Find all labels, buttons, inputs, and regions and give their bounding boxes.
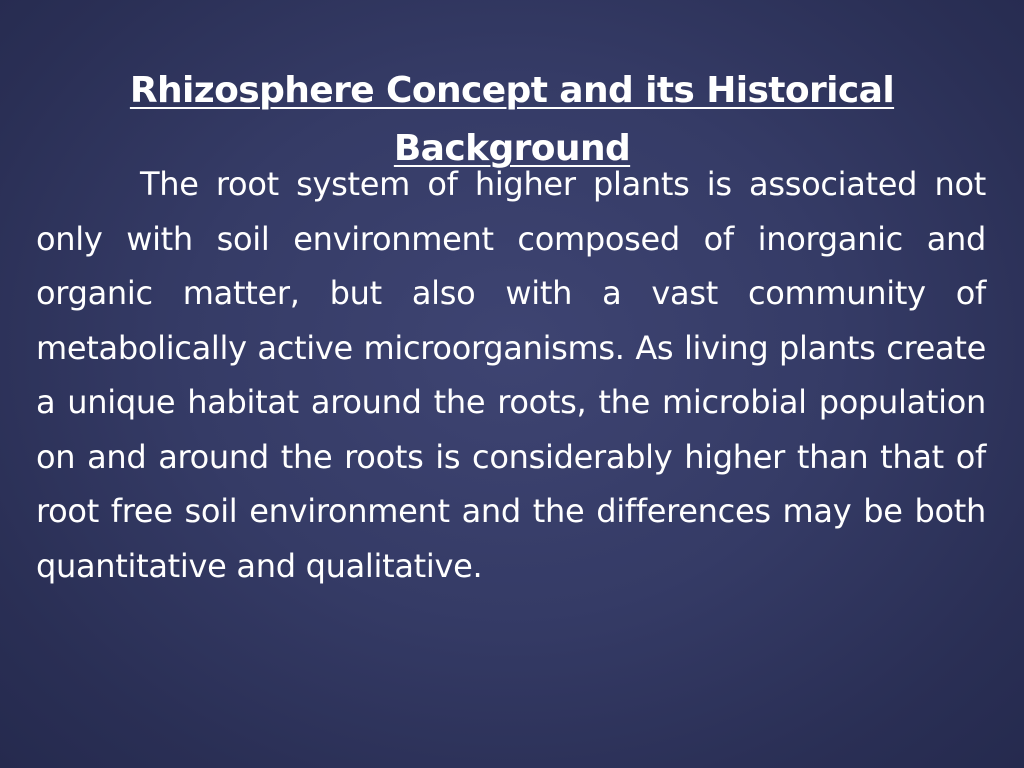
slide-body-paragraph: The root system of higher plants is associated not only with soil environment composed of inorganic and organic matter, but also with a vast community of metabolically active microorganisms. As living plants create a unique habitat around the roots, the microbial population on and around the roots is considerably higher than that of root free soil environment and the differences may be both quantitative and qualitative. (36, 165, 986, 585)
slide-title: Rhizosphere Concept and its Historical Background (129, 70, 895, 170)
